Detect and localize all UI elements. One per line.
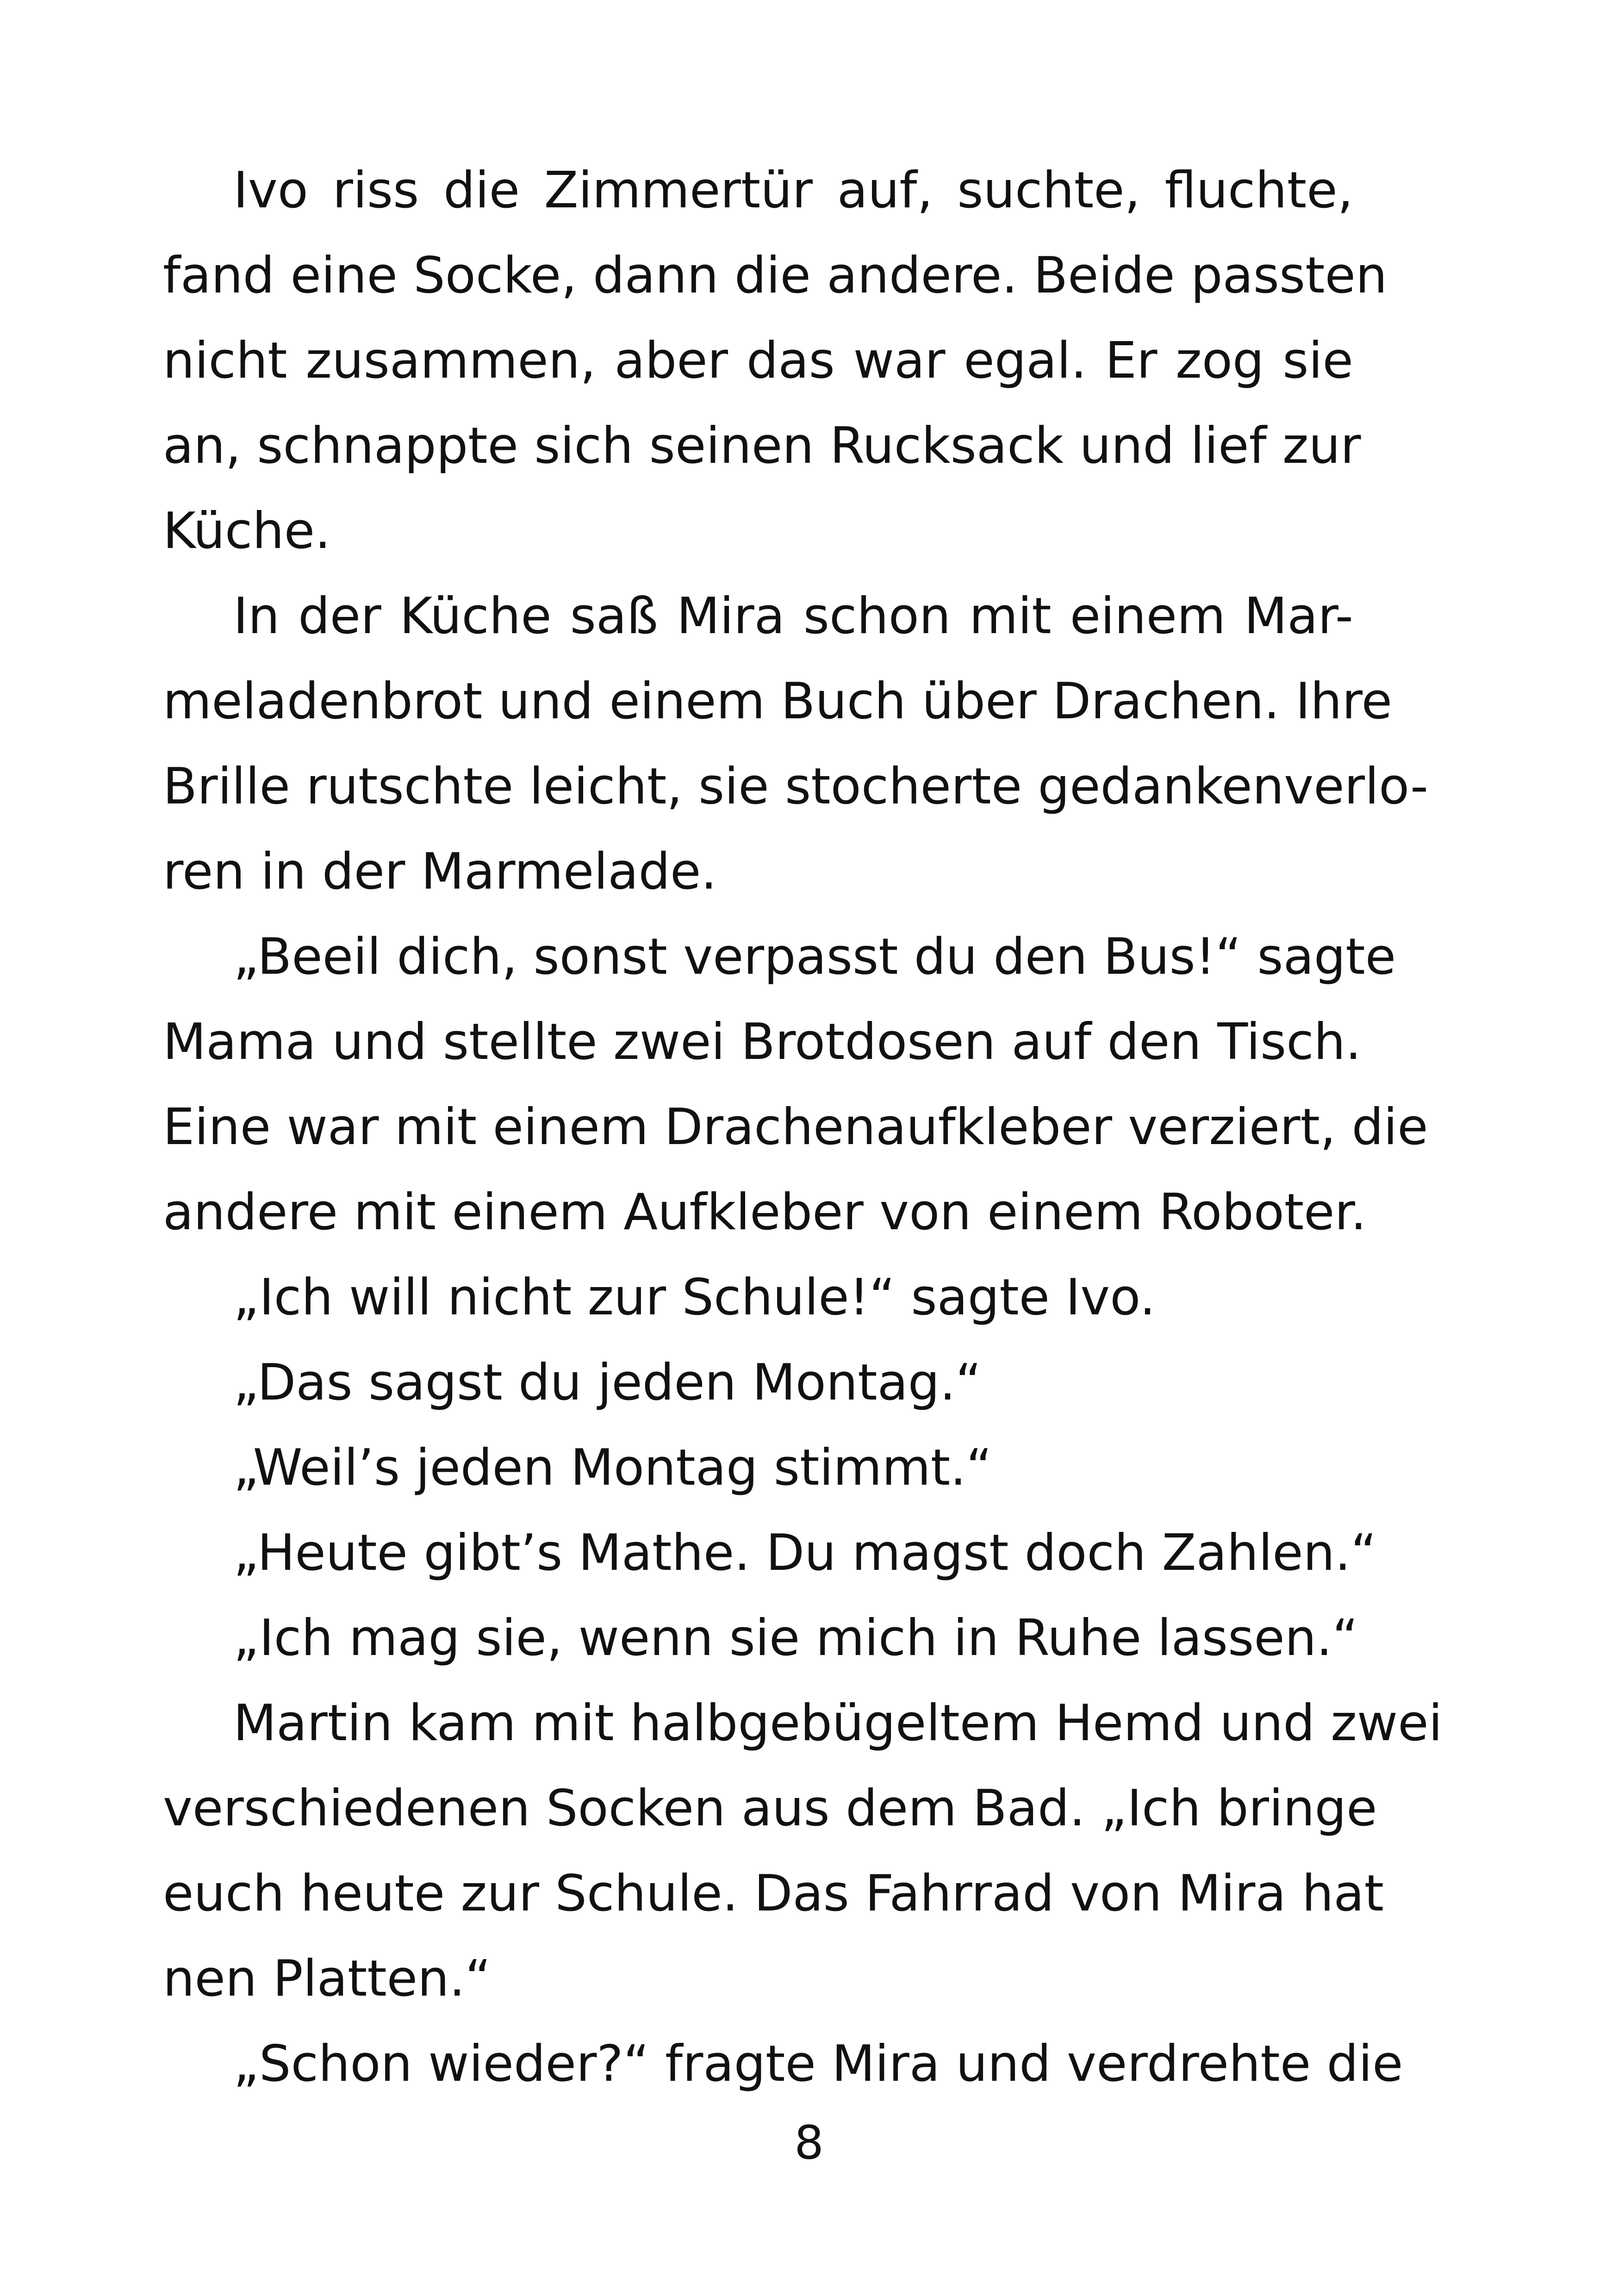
- text-line: nicht zusammen, aber das war egal. Er zog sie: [163, 332, 1353, 390]
- text-line: „Weil’s jeden Montag stimmt.“: [233, 1439, 992, 1497]
- text-line: Martin kam mit halbgebügeltem Hemd und zwei: [233, 1694, 1443, 1752]
- text-line: „Ich will nicht zur Schule!“ sagte Ivo.: [233, 1269, 1156, 1326]
- page-number: 8: [794, 2116, 824, 2170]
- text-line: „Beeil dich, sonst verpasst du den Bus!“ sagte: [233, 928, 1396, 986]
- text-line: fand eine Socke, dann die andere. Beide passten: [163, 247, 1388, 305]
- text-line: euch heute zur Schule. Das Fahrrad von Mira hat: [163, 1865, 1384, 1923]
- text-line: „Das sagst du jeden Montag.“: [233, 1354, 982, 1412]
- text-line: „Schon wieder?“ fragte Mira und verdrehte die: [233, 2035, 1403, 2093]
- body-text: [163, 148, 1443, 2107]
- text-line: an, schnappte sich seinen Rucksack und lief zur: [163, 417, 1361, 475]
- text-line: nen Platten.“: [163, 1950, 491, 2008]
- text-line: Mama und stellte zwei Brotdosen auf den Tisch.: [163, 1013, 1362, 1071]
- text-line: Brille rutschte leicht, sie stocherte gedankenverlo-: [163, 758, 1429, 815]
- text-line: Eine war mit einem Drachenaufkleber verziert, die: [163, 1098, 1428, 1156]
- text-line: Ivo riss die Zimmertür auf, suchte, fluchte,: [233, 162, 1353, 219]
- text-line: andere mit einem Aufkleber von einem Roboter.: [163, 1183, 1367, 1241]
- text-line: meladenbrot und einem Buch über Drachen. Ihre: [163, 672, 1393, 730]
- text-line: In der Küche saß Mira schon mit einem Mar-: [233, 587, 1353, 645]
- text-line: Küche.: [163, 502, 331, 560]
- text-line: „Heute gibt’s Mathe. Du magst doch Zahlen.“: [233, 1524, 1377, 1582]
- text-line: „Ich mag sie, wenn sie mich in Ruhe lassen.“: [233, 1609, 1358, 1667]
- text-line: ren in der Marmelade.: [163, 843, 717, 901]
- text-line: verschiedenen Socken aus dem Bad. „Ich bringe: [163, 1780, 1377, 1837]
